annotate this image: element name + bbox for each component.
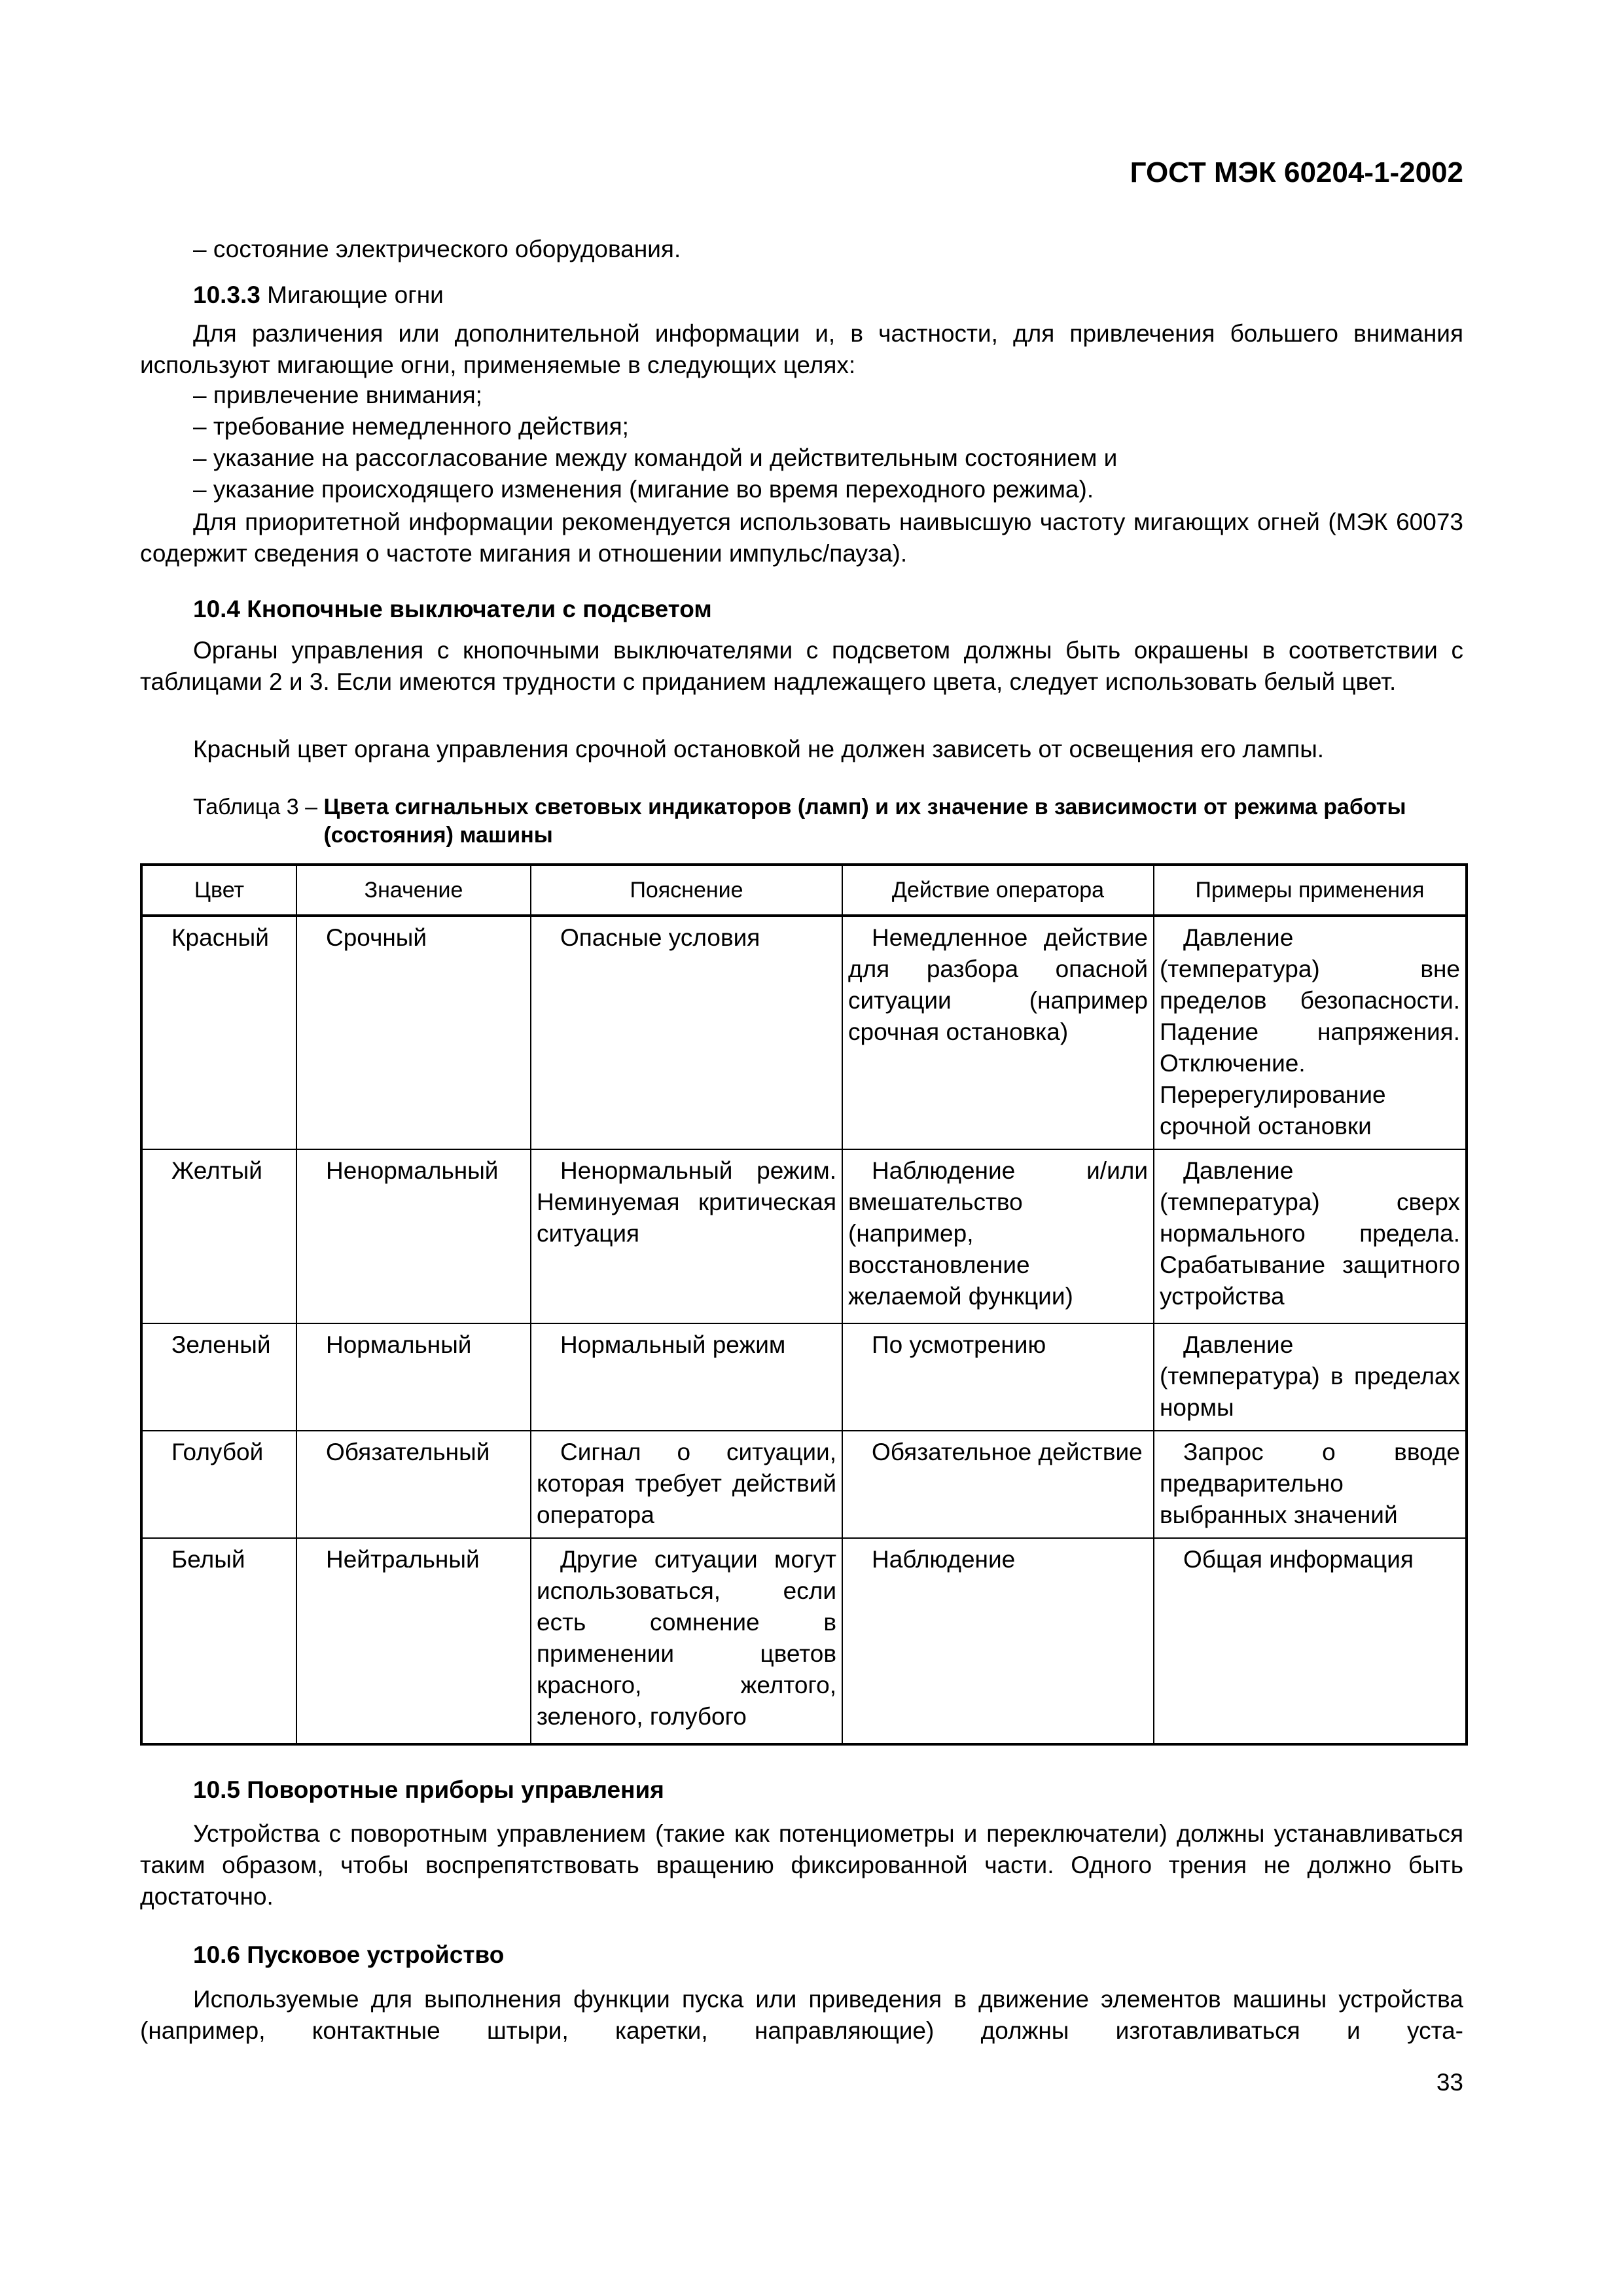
table-cell: Нормальный режим bbox=[531, 1323, 842, 1431]
section-title: Мигающие огни bbox=[260, 281, 444, 308]
section-heading-10-5: 10.5 Поворотные приборы управления bbox=[193, 1776, 664, 1803]
table-cell: Сигнал о ситуации, которая требует действий оператора bbox=[531, 1431, 842, 1538]
table-cell: Ненормальный bbox=[296, 1149, 531, 1323]
section-heading-10-6: 10.6 Пусковое устройство bbox=[193, 1941, 505, 1968]
column-header: Пояснение bbox=[531, 865, 842, 916]
table-cell: Нейтральный bbox=[296, 1538, 531, 1744]
page-number: 33 bbox=[1436, 2069, 1463, 2096]
table-row bbox=[141, 916, 1467, 1149]
section-number: 10.3.3 bbox=[193, 281, 260, 308]
table-cell: Белый bbox=[141, 1538, 296, 1744]
table-caption bbox=[193, 793, 1463, 850]
table-cell: Красный bbox=[141, 916, 296, 1149]
paragraph: Органы управления с кнопочными выключателями с подсветом должны быть окрашены в соответствии с таблицами 2 и 3. Если имеются трудности с приданием надлежащего цвета, следует использовать белый цвет. bbox=[140, 637, 1463, 695]
section-heading-10-3-3 bbox=[193, 279, 444, 311]
column-header: Примеры применения bbox=[1154, 865, 1467, 916]
list-item: – требование немедленного действия; bbox=[193, 413, 629, 440]
table-cell: Давление (температура) сверх нормального предела. Срабатывание защитного устройства bbox=[1154, 1149, 1467, 1323]
column-header: Действие оператора bbox=[842, 865, 1154, 916]
table-cell: Наблюдение и/или вмешательство (например, восстановление желаемой функции) bbox=[842, 1149, 1154, 1323]
table-cell: Голубой bbox=[141, 1431, 296, 1538]
table-cell: Срочный bbox=[296, 916, 531, 1149]
signal-colors-table bbox=[140, 863, 1468, 1746]
paragraph: Используемые для выполнения функции пуска или приведения в движение элементов машины устройства (например, контактные штыри, каретки, направляющие) должны изготавливаться и уста- bbox=[140, 1986, 1463, 2044]
table-title: Цвета сигнальных световых индикаторов (ламп) и их значение в зависимости от режима работы (состояния) машины bbox=[323, 795, 1406, 848]
table-cell: Давление (температура) в пределах нормы bbox=[1154, 1323, 1467, 1431]
table-row bbox=[141, 1538, 1467, 1744]
table-label: Таблица 3 – bbox=[193, 795, 324, 819]
column-header: Цвет bbox=[141, 865, 296, 916]
table-cell: Давление (температура) вне пределов безопасности. Падение напряжения. Отключение. Перерегулирование срочной остановки bbox=[1154, 916, 1467, 1149]
section-heading-10-4: 10.4 Кнопочные выключатели с подсветом bbox=[193, 596, 712, 622]
table-cell: Зеленый bbox=[141, 1323, 296, 1431]
table-cell: Ненормальный режим. Неминуемая критическая ситуация bbox=[531, 1149, 842, 1323]
table-cell: По усмотрению bbox=[842, 1323, 1154, 1431]
column-header: Значение bbox=[296, 865, 531, 916]
table-cell: Обязательный bbox=[296, 1431, 531, 1538]
table-cell: Опасные условия bbox=[531, 916, 842, 1149]
paragraph: Для различения или дополнительной информации и, в частности, для привлечения большего внимания используют мигающие огни, применяемые в следующих целях: bbox=[140, 320, 1463, 378]
paragraph: Устройства с поворотным управлением (такие как потенциометры и переключатели) должны устанавливаться таким образом, чтобы воспрепятствовать вращению фиксированной части. Одного трения не должно быть достаточно. bbox=[140, 1820, 1463, 1910]
table-row bbox=[141, 1323, 1467, 1431]
table-row bbox=[141, 1149, 1467, 1323]
list-item: – указание на рассогласование между командой и действительным состоянием и bbox=[193, 444, 1118, 471]
paragraph: Красный цвет органа управления срочной остановкой не должен зависеть от освещения его лампы. bbox=[193, 736, 1325, 762]
document-header: ГОСТ МЭК 60204-1-2002 bbox=[1130, 156, 1463, 188]
table-cell: Желтый bbox=[141, 1149, 296, 1323]
paragraph: Для приоритетной информации рекомендуется использовать наивысшую частоту мигающих огней (МЭК 60073 содержит сведения о частоте мигания и отношении импульс/пауза). bbox=[140, 509, 1463, 567]
table-header-row bbox=[141, 865, 1467, 916]
table-cell: Запрос о вводе предварительно выбранных значений bbox=[1154, 1431, 1467, 1538]
list-item: – указание происходящего изменения (мигание во время переходного режима). bbox=[193, 476, 1094, 503]
table-cell: Нормальный bbox=[296, 1323, 531, 1431]
list-item: – состояние электрического оборудования. bbox=[193, 236, 681, 262]
list-item: – привлечение внимания; bbox=[193, 382, 482, 408]
table-cell: Другие ситуации могут использоваться, если есть сомнение в применении цветов красного, желтого, зеленого, голубого bbox=[531, 1538, 842, 1744]
table-cell: Обязательное действие bbox=[842, 1431, 1154, 1538]
table-row bbox=[141, 1431, 1467, 1538]
table-cell: Общая информация bbox=[1154, 1538, 1467, 1744]
table-cell: Наблюдение bbox=[842, 1538, 1154, 1744]
table-cell: Немедленное действие для разбора опасной ситуации (например срочная остановка) bbox=[842, 916, 1154, 1149]
